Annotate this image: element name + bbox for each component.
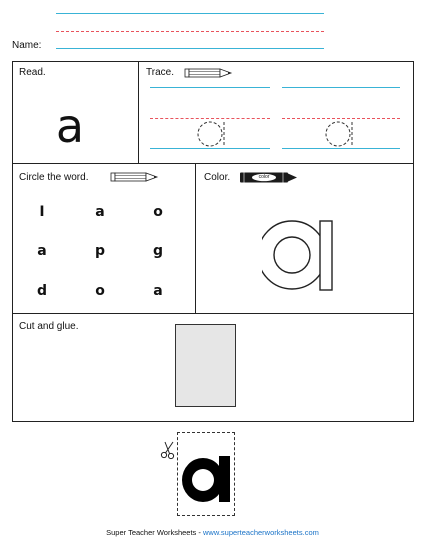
- word-choice[interactable]: g: [152, 243, 164, 259]
- word-choice[interactable]: I: [39, 204, 45, 220]
- footer-url[interactable]: www.superteacherworksheets.com: [202, 528, 319, 537]
- pencil-icon: [110, 171, 160, 183]
- name-line[interactable]: [56, 48, 324, 49]
- word-choice[interactable]: o: [153, 204, 163, 220]
- divider-row1: [12, 163, 414, 164]
- cut-glue-label: Cut and glue.: [19, 321, 79, 332]
- glue-box[interactable]: [175, 324, 236, 407]
- footer-brand: Super Teacher Worksheets: [106, 528, 197, 537]
- scissors-icon: [160, 440, 178, 460]
- read-label: Read.: [19, 67, 46, 78]
- crayon-label: color: [258, 174, 270, 180]
- pencil-icon: [184, 67, 234, 79]
- footer-separator: -: [196, 528, 203, 537]
- top-guide-line: [56, 13, 324, 14]
- name-label: Name:: [12, 40, 42, 51]
- word-choice[interactable]: p: [94, 243, 106, 259]
- top-guide-midline: [56, 31, 324, 32]
- color-letter[interactable]: [262, 214, 336, 296]
- divider-read-trace: [138, 61, 139, 163]
- word-choice[interactable]: d: [36, 283, 48, 299]
- word-choice[interactable]: a: [95, 204, 105, 220]
- trace-label: Trace.: [146, 67, 174, 78]
- read-letter: a: [55, 99, 85, 153]
- trace-letter-2[interactable]: [320, 114, 360, 152]
- trace-line-1-top: [150, 87, 270, 88]
- crayon-icon: [240, 171, 298, 184]
- word-choice[interactable]: a: [37, 243, 47, 259]
- trace-letter-1[interactable]: [192, 114, 232, 152]
- color-label: Color.: [204, 172, 231, 183]
- word-choice[interactable]: a: [153, 283, 163, 299]
- cutout-letter: [180, 450, 232, 508]
- trace-line-2-top: [282, 87, 400, 88]
- word-choice[interactable]: o: [95, 283, 105, 299]
- footer: [0, 528, 425, 537]
- divider-circle-color: [195, 163, 196, 313]
- circle-label: Circle the word.: [19, 172, 89, 183]
- divider-row2: [12, 313, 414, 314]
